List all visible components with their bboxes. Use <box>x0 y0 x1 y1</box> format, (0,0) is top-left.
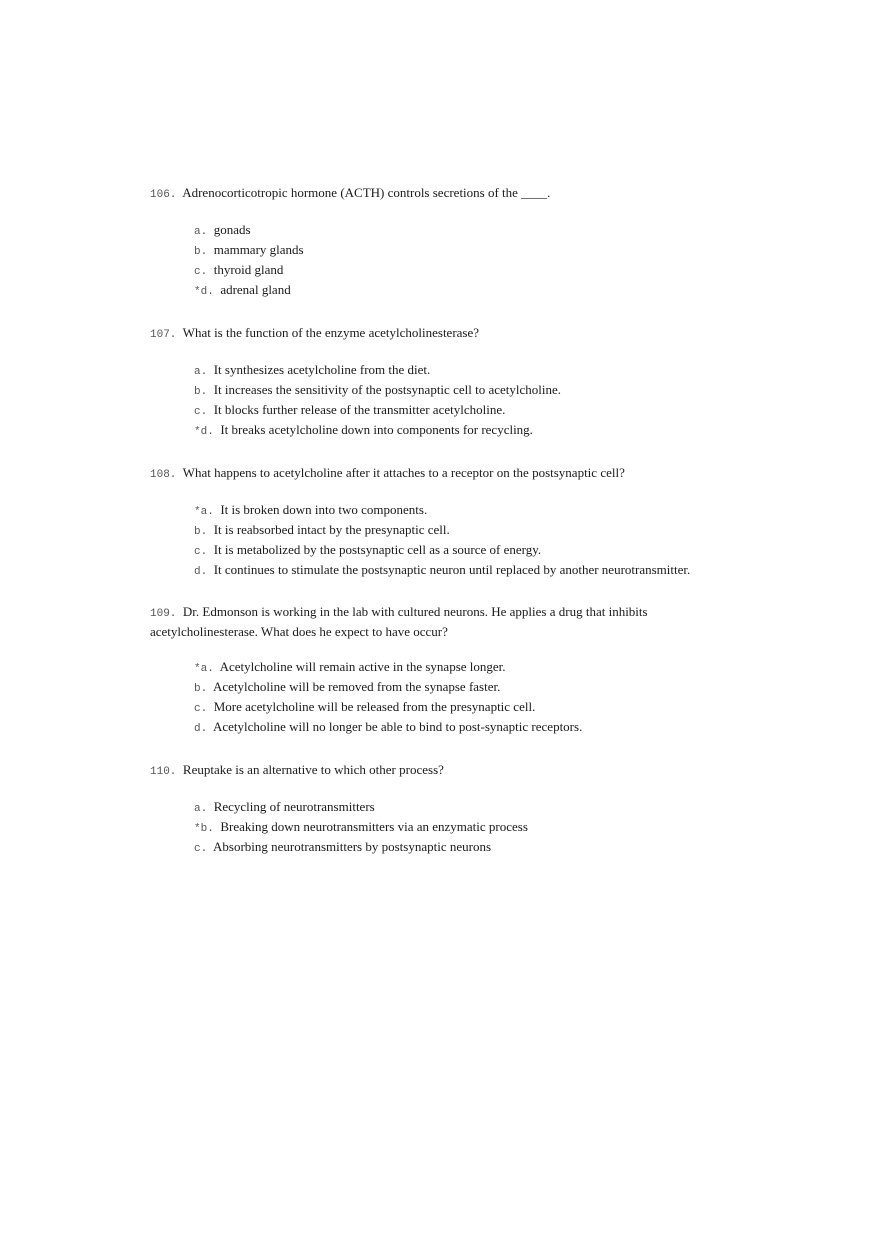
answer-options <box>194 798 730 858</box>
answer-option <box>194 798 730 818</box>
question-109 <box>150 603 730 738</box>
answer-option <box>194 561 730 581</box>
answer-option <box>194 718 730 738</box>
option-letter: c. <box>194 843 208 855</box>
answer-option <box>194 541 730 561</box>
option-letter: *a. <box>194 506 214 518</box>
option-letter: b. <box>194 526 208 538</box>
option-letter: c. <box>194 703 208 715</box>
option-letter: *a. <box>194 663 214 675</box>
option-text: It increases the sensitivity of the postsynaptic cell to acetylcholine. <box>213 382 561 397</box>
answer-option-correct <box>194 281 730 301</box>
question-stem <box>150 761 730 781</box>
option-text: More acetylcholine will be released from the presynaptic cell. <box>213 699 536 714</box>
option-text: Acetylcholine will no longer be able to bind to post-synaptic receptors. <box>213 719 583 734</box>
answer-option <box>194 698 730 718</box>
question-107 <box>150 324 730 441</box>
answer-option <box>194 261 730 281</box>
answer-options <box>194 501 730 581</box>
question-stem <box>150 324 730 344</box>
answer-options <box>194 361 730 441</box>
option-text: It is reabsorbed intact by the presynaptic cell. <box>213 522 450 537</box>
question-108 <box>150 464 730 581</box>
option-text: Breaking down neurotransmitters via an enzymatic process <box>220 819 528 834</box>
answer-option-correct <box>194 658 730 678</box>
answer-option-correct <box>194 818 730 838</box>
option-text: It is broken down into two components. <box>220 502 428 517</box>
answer-option-correct <box>194 501 730 521</box>
option-letter: *d. <box>194 426 214 438</box>
option-text: It continues to stimulate the postsynaptic neuron until replaced by another neurotransmitter. <box>213 562 691 577</box>
question-number: 109. <box>150 608 177 620</box>
option-letter: a. <box>194 803 208 815</box>
answer-option <box>194 241 730 261</box>
option-text: Absorbing neurotransmitters by postsynaptic neurons <box>213 839 492 854</box>
option-text: gonads <box>213 222 251 237</box>
answer-option <box>194 838 730 858</box>
option-text: Recycling of neurotransmitters <box>213 799 375 814</box>
option-letter: b. <box>194 386 208 398</box>
option-text: It blocks further release of the transmitter acetylcholine. <box>213 402 506 417</box>
answer-option <box>194 521 730 541</box>
question-text: Adrenocorticotropic hormone (ACTH) controls secretions of the ____. <box>182 185 551 200</box>
option-letter: c. <box>194 546 208 558</box>
option-letter: d. <box>194 723 208 735</box>
option-text: It is metabolized by the postsynaptic cell as a source of energy. <box>213 542 542 557</box>
option-letter: *d. <box>194 286 214 298</box>
option-text: thyroid gland <box>213 262 284 277</box>
option-letter: c. <box>194 266 208 278</box>
answer-options <box>194 658 730 738</box>
answer-options <box>194 221 730 301</box>
question-text: What is the function of the enzyme acetylcholinesterase? <box>182 325 480 340</box>
answer-option-correct <box>194 421 730 441</box>
option-letter: d. <box>194 566 208 578</box>
answer-option <box>194 221 730 241</box>
option-text: Acetylcholine will remain active in the synapse longer. <box>219 659 506 674</box>
answer-option <box>194 401 730 421</box>
option-text: It breaks acetylcholine down into components for recycling. <box>220 422 533 437</box>
answer-option <box>194 678 730 698</box>
question-110 <box>150 761 730 858</box>
answer-option <box>194 361 730 381</box>
option-letter: *b. <box>194 823 214 835</box>
question-number: 106. <box>150 189 177 201</box>
answer-option <box>194 381 730 401</box>
question-text: Dr. Edmonson is working in the lab with cultured neurons. He applies a drug that inhibits acetylcholinesterase. What does he expect to have occur? <box>150 604 648 639</box>
option-letter: a. <box>194 226 208 238</box>
question-stem <box>150 184 730 204</box>
question-text: Reuptake is an alternative to which other process? <box>182 762 444 777</box>
option-letter: a. <box>194 366 208 378</box>
option-text: It synthesizes acetylcholine from the diet. <box>213 362 431 377</box>
option-letter: b. <box>194 683 208 695</box>
question-number: 107. <box>150 329 177 341</box>
question-stem <box>150 464 730 484</box>
question-text: What happens to acetylcholine after it attaches to a receptor on the postsynaptic cell? <box>182 465 625 480</box>
question-106 <box>150 184 730 301</box>
question-number: 110. <box>150 766 177 778</box>
option-letter: b. <box>194 246 208 258</box>
option-text: Acetylcholine will be removed from the synapse faster. <box>213 679 501 694</box>
option-text: mammary glands <box>213 242 304 257</box>
option-letter: c. <box>194 406 208 418</box>
question-stem <box>150 603 730 641</box>
option-text: adrenal gland <box>220 282 291 297</box>
question-number: 108. <box>150 469 177 481</box>
